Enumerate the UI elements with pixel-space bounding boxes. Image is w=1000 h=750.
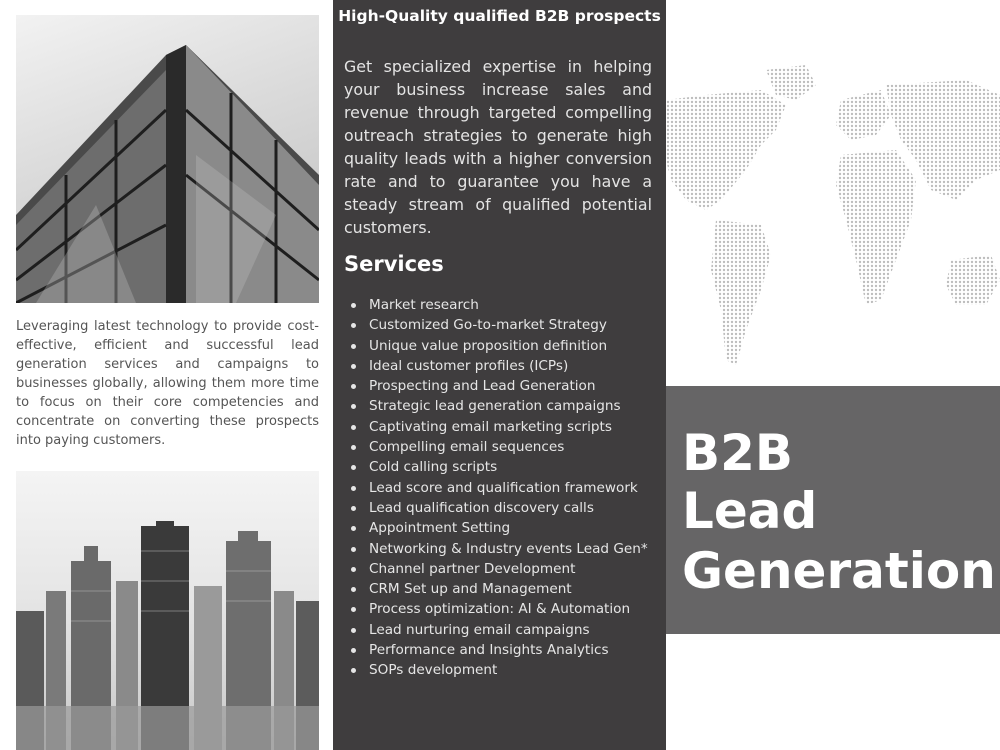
service-item: Lead score and qualification framework [344,478,664,498]
building-photo [16,15,319,303]
title-line-1: B2B [682,424,794,482]
service-item: Customized Go-to-market Strategy [344,315,664,335]
skyline-photo [16,471,319,750]
service-item: Unique value proposition definition [344,336,664,356]
city-skyline-image [16,471,319,750]
service-item: SOPs development [344,660,664,680]
service-item: Prospecting and Lead Generation [344,376,664,396]
panel-description: Get specialized expertise in helping your business increase sales and revenue through targeted compelling outreach strategies to generate high quality leads with a higher conversion rate and to guarantee you have a steady stream of qualified potential customers. [344,57,652,237]
service-item: Lead qualification discovery calls [344,498,664,518]
glass-building-image [16,15,319,303]
title-line-3: Generation [682,542,996,600]
service-item: Lead nurturing email campaigns [344,620,664,640]
service-item: Performance and Insights Analytics [344,640,664,660]
services-heading: Services [344,252,444,276]
service-item: Appointment Setting [344,518,664,538]
service-item: Market research [344,295,664,315]
services-list [344,295,664,681]
service-item: Captivating email marketing scripts [344,417,664,437]
title-line-2: Lead [682,482,818,540]
service-item: Strategic lead generation campaigns [344,396,664,416]
left-column [0,0,333,750]
service-item: Ideal customer profiles (ICPs) [344,356,664,376]
service-item: CRM Set up and Management [344,579,664,599]
intro-paragraph: Leveraging latest technology to provide cost-effective, efficient and successful lead generation services and campaigns to businesses globally, allowing them more time to focus on their core competencies and concentrate on converting these prospects into paying customers. [16,319,319,448]
service-item: Cold calling scripts [344,457,664,477]
panel-title: High-Quality qualified B2B prospects [338,7,661,25]
title-box [666,386,1000,634]
service-item: Networking & Industry events Lead Gen* [344,539,664,559]
dotted-world-map [666,60,1000,375]
right-column [666,0,1000,750]
service-item: Process optimization: AI & Automation [344,599,664,619]
middle-panel [333,0,666,750]
service-item: Channel partner Development [344,559,664,579]
service-item: Compelling email sequences [344,437,664,457]
